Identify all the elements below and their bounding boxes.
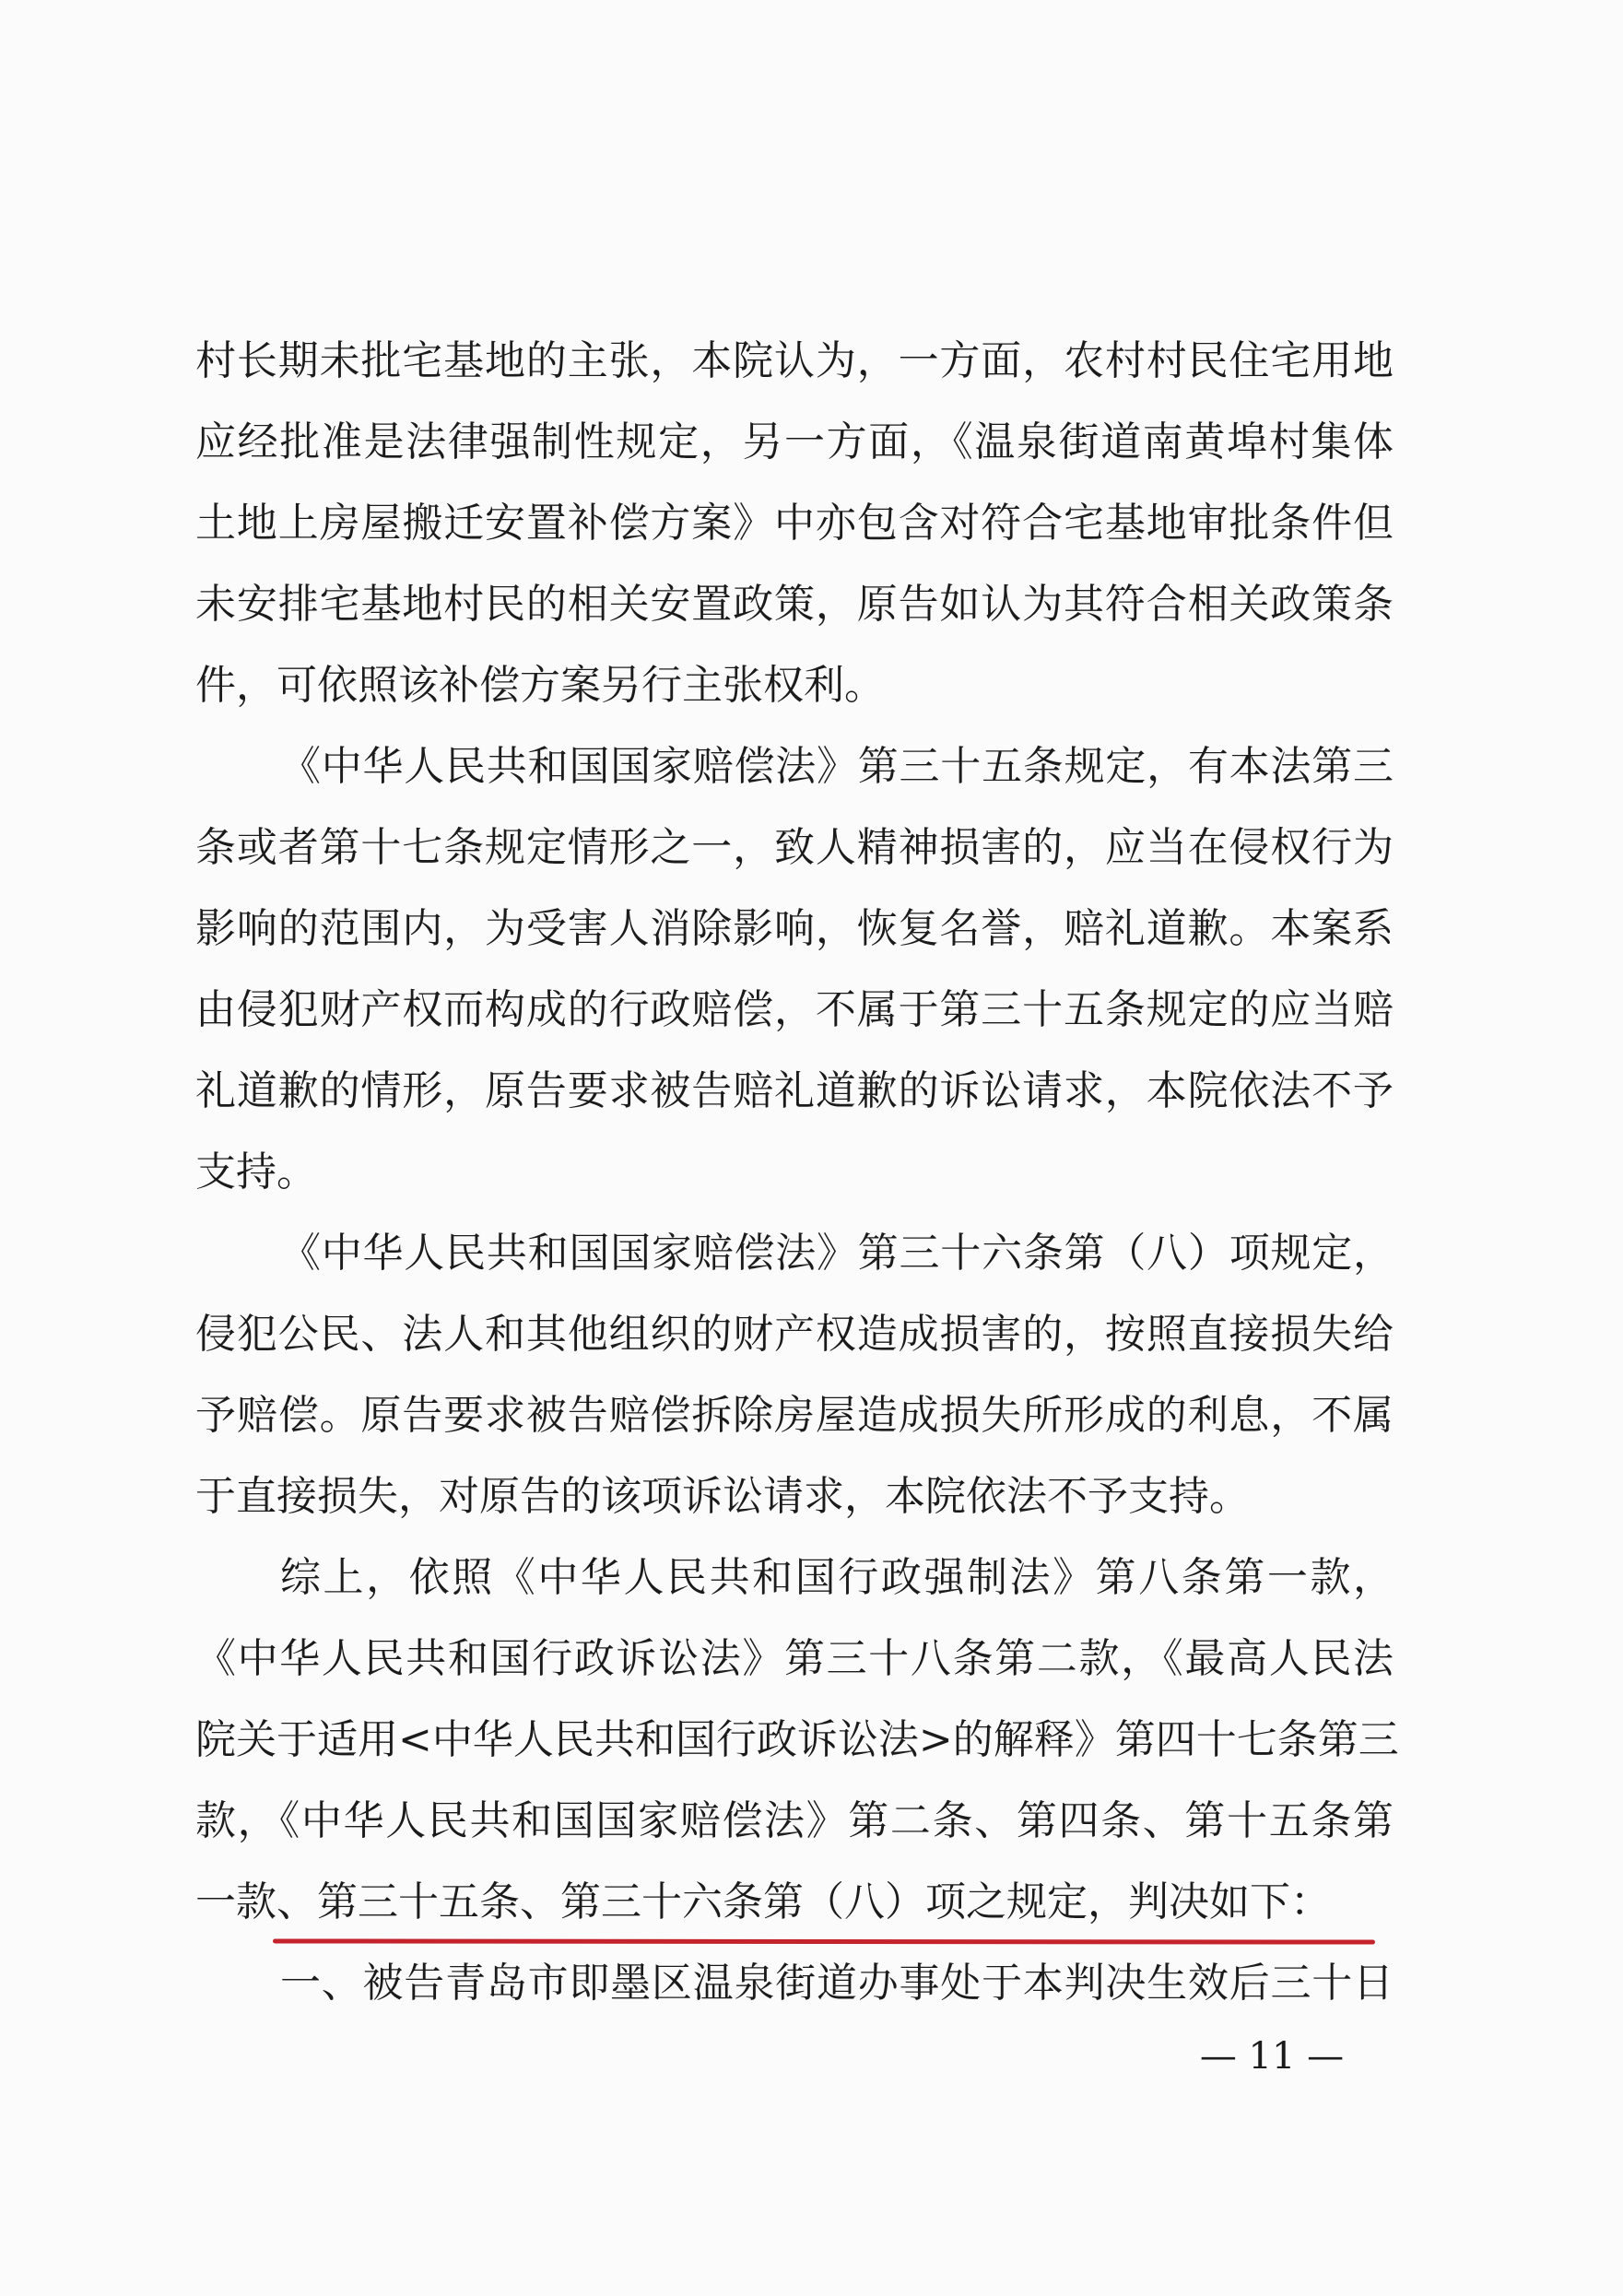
text-line: 由侵犯财产权而构成的行政赔偿，不属于第三十五条规定的应当赔 [195, 986, 1394, 1033]
text-line: 予赔偿。原告要求被告赔偿拆除房屋造成损失所形成的利息，不属 [195, 1392, 1394, 1439]
text-line: 条或者第十七条规定情形之一，致人精神损害的，应当在侵权行为 [195, 824, 1394, 871]
page-number: — 11 — [1199, 2035, 1345, 2078]
text-line: 土地上房屋搬迁安置补偿方案》中亦包含对符合宅基地审批条件但 [195, 500, 1394, 547]
text-line: 支持。 [195, 1148, 317, 1195]
text-line: 于直接损失，对原告的该项诉讼请求，本院依法不予支持。 [195, 1473, 1250, 1520]
red-underline [273, 1938, 1375, 1944]
text-line: 应经批准是法律强制性规定，另一方面，《温泉街道南黄埠村集体 [195, 418, 1394, 465]
text-line: 侵犯公民、法人和其他组织的财产权造成损害的，按照直接损失给 [195, 1311, 1394, 1358]
text-line: 影响的范围内，为受害人消除影响，恢复名誉，赔礼道歉。本案系 [195, 905, 1394, 952]
text-line: 综上，依照《中华人民共和国行政强制法》第八条第一款， [280, 1554, 1394, 1601]
text-line: 《中华人民共和国国家赔偿法》第三十五条规定，有本法第三 [280, 743, 1394, 790]
document-body [195, 321, 1399, 2024]
text-line: 未安排宅基地村民的相关安置政策，原告如认为其符合相关政策条 [195, 581, 1394, 628]
text-line: 款，《中华人民共和国国家赔偿法》第二条、第四条、第十五条第 [195, 1797, 1394, 1844]
text-line: 院关于适用<中华人民共和国行政诉讼法>的解释》第四十七条第三 [195, 1716, 1399, 1763]
text-line: 一款、第三十五条、第三十六条第（八）项之规定，判决如下： [195, 1878, 1331, 1925]
text-line-underlined: 一、被告青岛市即墨区温泉街道办事处于本判决生效后三十日 [280, 1960, 1394, 2007]
text-line: 件，可依照该补偿方案另行主张权利。 [195, 662, 885, 709]
text-line: 《中华人民共和国国家赔偿法》第三十六条第（八）项规定， [280, 1230, 1394, 1277]
text-line: 礼道歉的情形，原告要求被告赔礼道歉的诉讼请求，本院依法不予 [195, 1067, 1394, 1114]
text-line: 村长期未批宅基地的主张，本院认为，一方面，农村村民住宅用地 [195, 337, 1394, 384]
text-line: 《中华人民共和国行政诉讼法》第三十八条第二款，《最高人民法 [195, 1635, 1394, 1682]
